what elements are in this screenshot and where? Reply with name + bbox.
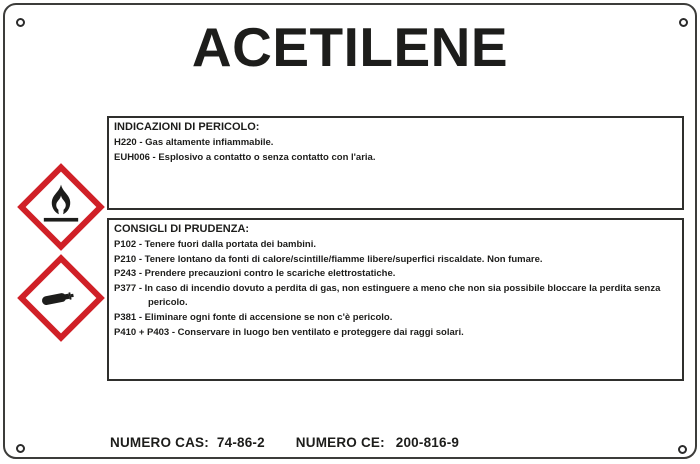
ce-number-label: NUMERO CE:: [295, 435, 385, 450]
precautionary-statements-box: [107, 218, 684, 381]
gas-cylinder-icon: [35, 272, 87, 324]
precaution-statement: P210 - Tenere lontano da fonti di calore/scintille/fiamme libere/superfici riscaldate. Non fumare.: [114, 253, 543, 265]
cas-number-label: NUMERO CAS:: [110, 435, 209, 450]
precaution-statement: P381 - Eliminare ogni fonte di accensione se non c'è pericolo.: [114, 311, 393, 323]
mounting-hole: [16, 444, 25, 453]
precaution-statement: P377 - In caso di incendio dovuto a perdita di gas, non estinguere a meno che non sia possibile bloccare la perdita senza pericolo.: [114, 282, 661, 309]
precaution-statement: P410 + P403 - Conservare in luogo ben ventilato e proteggere dai raggi solari.: [114, 326, 464, 338]
registry-numbers: [110, 435, 459, 450]
hazard-statement: H220 - Gas altamente infiammabile.: [114, 137, 274, 148]
cas-number-value: 74-86-2: [216, 435, 265, 450]
flame-icon: [35, 181, 87, 233]
precaution-heading: CONSIGLI DI PRUDENZA:: [114, 223, 250, 235]
hazard-statement: EUH006 - Esplosivo a contatto o senza contatto con l'aria.: [114, 151, 376, 163]
hazard-heading: INDICAZIONI DI PERICOLO:: [114, 121, 260, 133]
precaution-statement: P102 - Tenere fuori dalla portata dei bambini.: [114, 239, 317, 250]
ghs-flammable-pictogram: [30, 176, 92, 238]
hazard-statements-box: [107, 116, 684, 210]
mounting-hole: [678, 445, 687, 454]
ghs-gas-cylinder-pictogram: [30, 267, 92, 329]
substance-title: ACETILENE: [191, 16, 509, 78]
ce-number-value: 200-816-9: [395, 435, 460, 450]
safety-sign-plate: [3, 3, 697, 459]
precaution-statement-list: [114, 238, 674, 340]
hazard-statement-list: [114, 136, 674, 165]
precaution-statement: P243 - Prendere precauzioni contro le scariche elettrostatiche.: [114, 268, 396, 280]
